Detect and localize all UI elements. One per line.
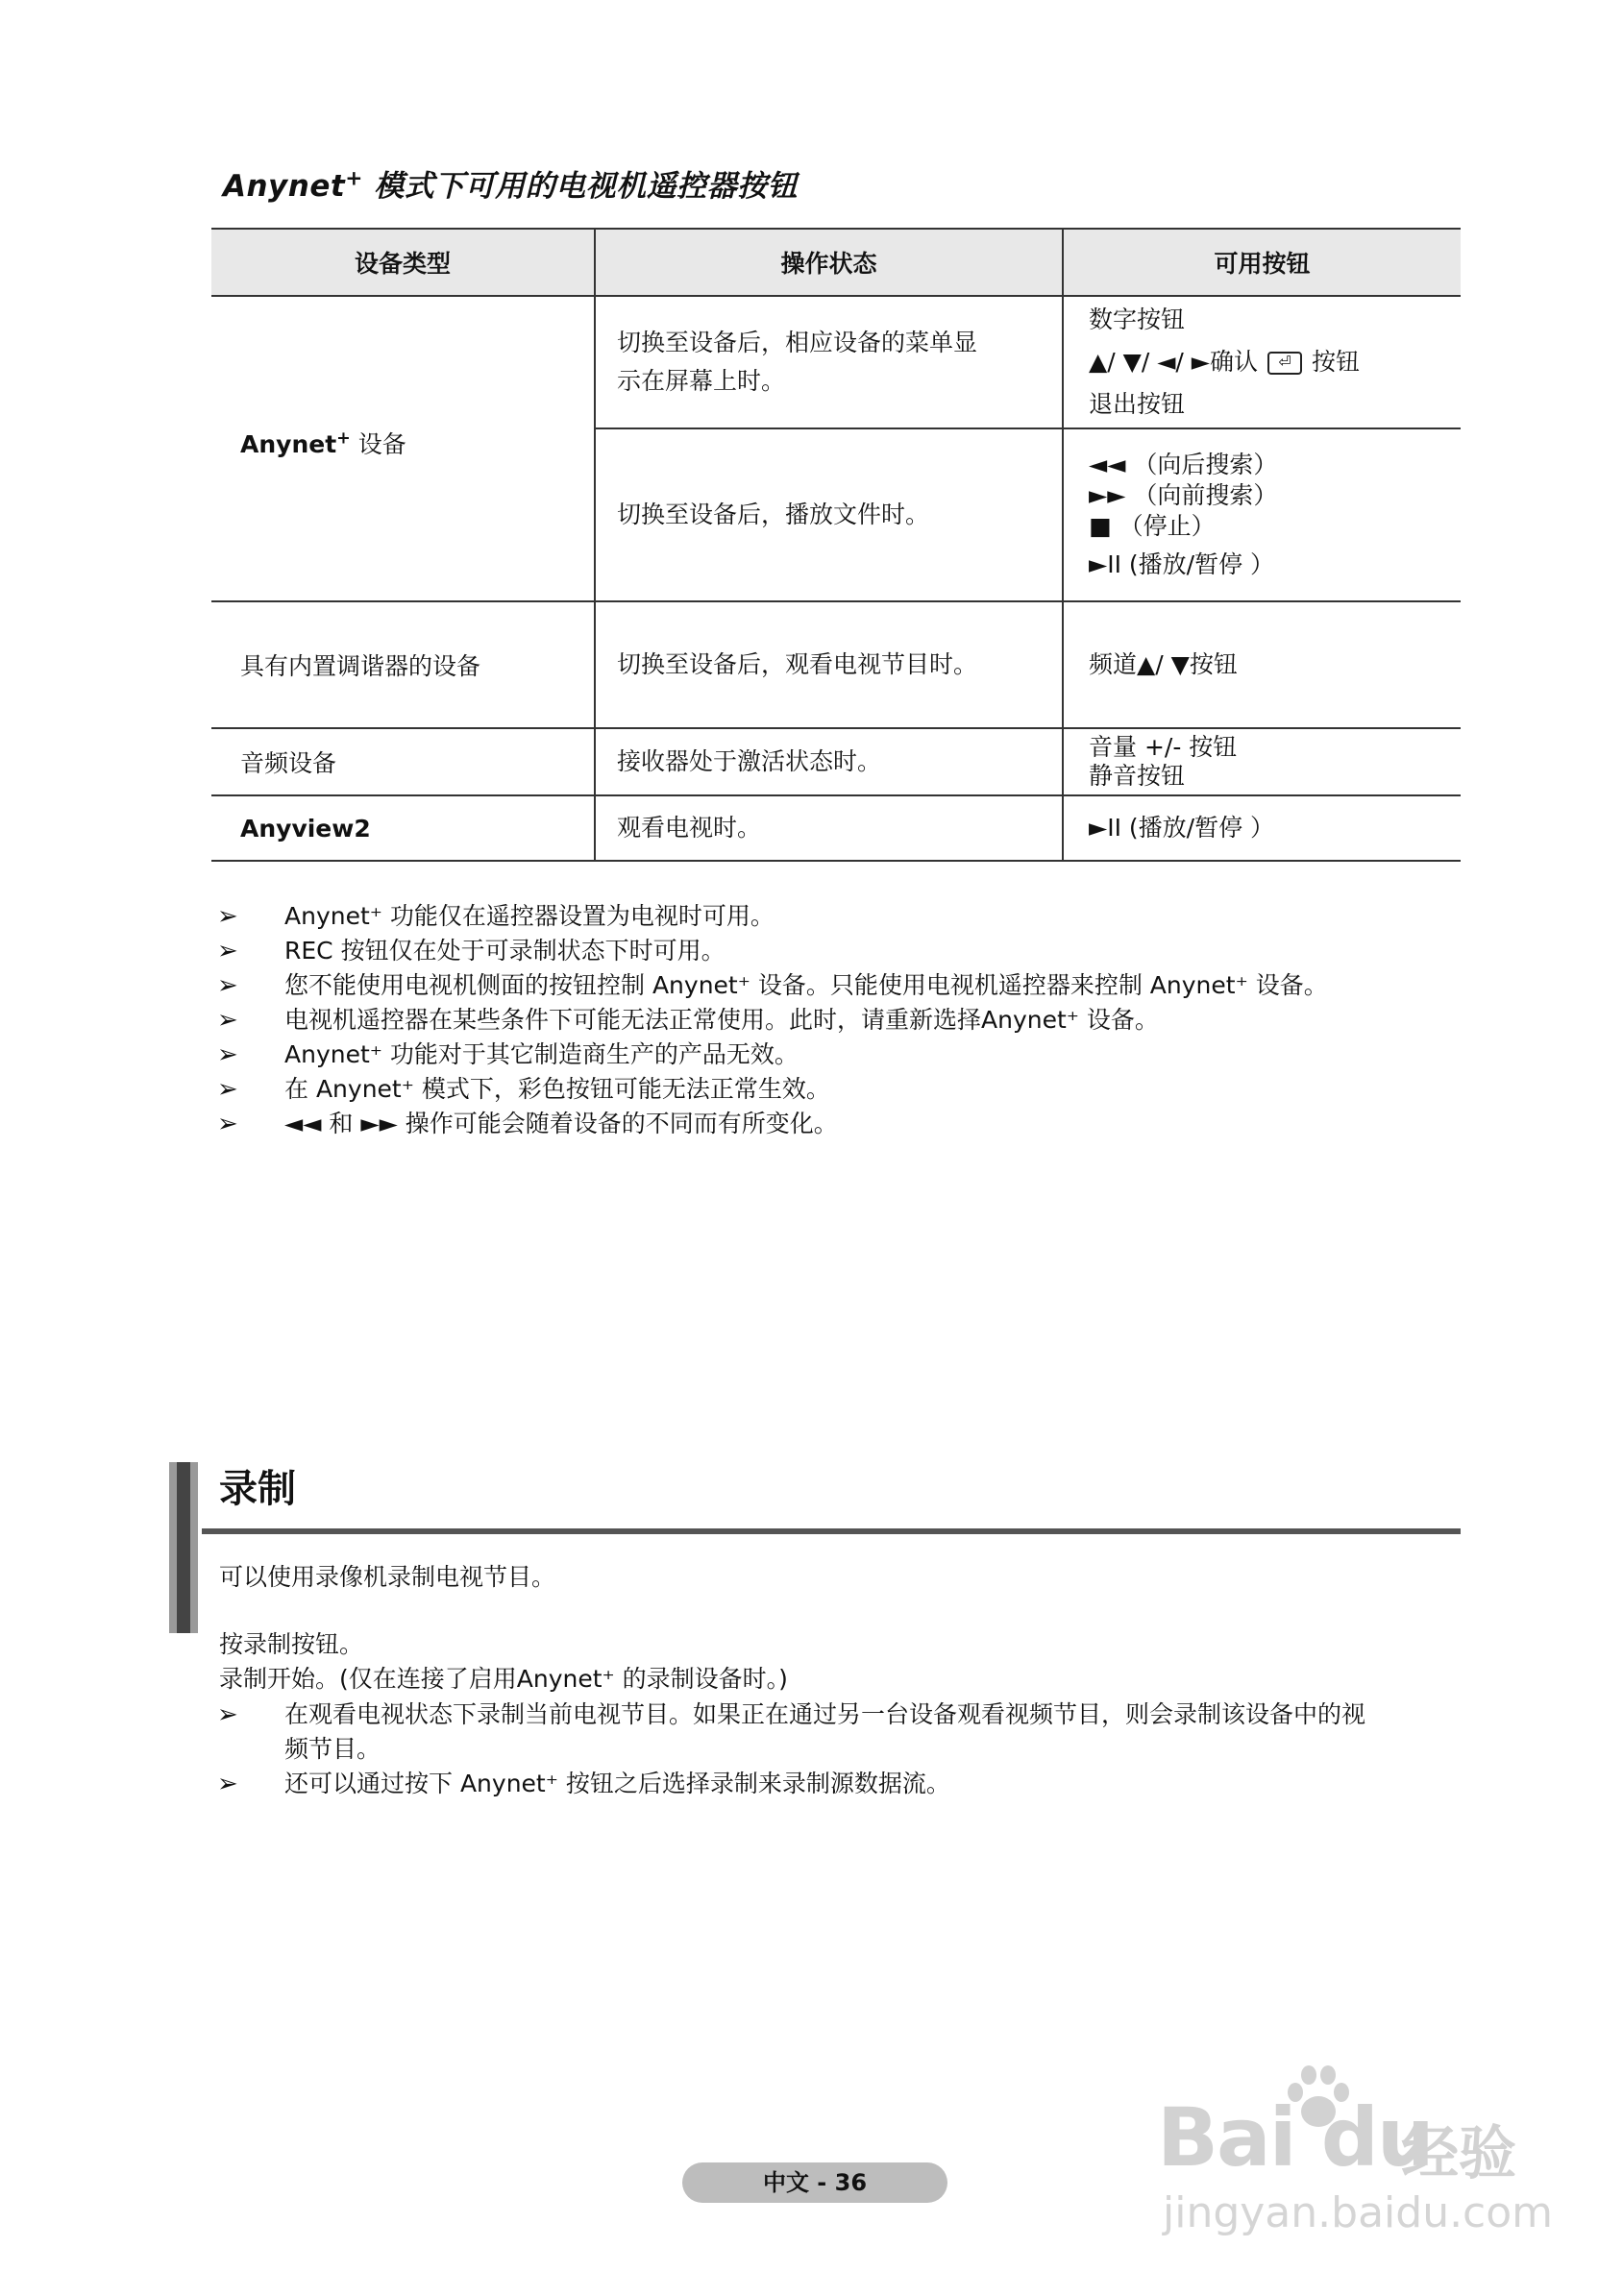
- arrow-icon: ➢: [217, 1770, 238, 1798]
- arrow-icon: ➢: [217, 1040, 238, 1069]
- device-tuner: 具有内置调谐器的设备: [211, 601, 595, 728]
- list-item: ➢ Anynet⁺ 功能仅在遥控器设置为电视时可用。: [217, 899, 1457, 934]
- watermark-url: jingyan.baidu.com: [1163, 2188, 1554, 2237]
- arrow-icon: ➢: [217, 1110, 238, 1138]
- recording-step-2: 录制开始。(仅在连接了启用Anynet⁺ 的录制设备时。): [219, 1665, 788, 1693]
- watermark: [1143, 2065, 1566, 2258]
- list-item: ➢ 电视机遥控器在某些条件下可能无法正常使用。此时，请重新选择Anynet⁺ 设备。: [217, 1003, 1457, 1038]
- buttons-playback: ◄◄ （向后搜索） ►► （向前搜索） ■ （停止） ►II (播放/暂停 ）: [1063, 428, 1461, 601]
- header-device-type: 设备类型: [211, 229, 595, 296]
- list-item: ➢ 还可以通过按下 Anynet⁺ 按钮之后选择录制来录制源数据流。: [217, 1767, 1457, 1801]
- buttons-menu: 数字按钮 ▲/ ▼/ ◄/ ►确认 ⏎ 按钮 退出按钮: [1063, 296, 1461, 428]
- table-row: [211, 728, 1461, 795]
- buttons-play-pause: ►II (播放/暂停 ）: [1063, 795, 1461, 861]
- device-anyview2: Anyview2: [211, 795, 595, 861]
- arrow-icon: ➢: [217, 902, 238, 931]
- table-row: [211, 296, 1461, 428]
- buttons-channel: 频道▲/ ▼按钮: [1063, 601, 1461, 728]
- recording-title: 录制: [219, 1467, 296, 1511]
- recording-notes: [217, 1698, 1457, 1801]
- title-divider: [202, 1528, 1461, 1534]
- table-row: [211, 601, 1461, 728]
- arrow-icon: ➢: [217, 971, 238, 1000]
- state-playing-file: 切换至设备后，播放文件时。: [595, 428, 1063, 601]
- section-bar-inner: [177, 1462, 190, 1633]
- list-item: ➢ 在 Anynet⁺ 模式下，彩色按钮可能无法正常生效。: [217, 1072, 1457, 1107]
- list-item: ➢ ◄◄ 和 ►► 操作可能会随着设备的不同而有所变化。: [217, 1107, 1457, 1141]
- buttons-volume: 音量 +/- 按钮 静音按钮: [1063, 728, 1461, 795]
- table-row: [211, 795, 1461, 861]
- state-menu-shown: 切换至设备后，相应设备的菜单显 示在屏幕上时。: [595, 296, 1063, 428]
- header-operation-state: 操作状态: [595, 229, 1063, 296]
- table-header-row: [211, 229, 1461, 296]
- state-watch-tv: 观看电视时。: [595, 795, 1063, 861]
- recording-intro: 可以使用录像机录制电视节目。: [219, 1563, 556, 1591]
- device-anynet: Anynet+ 设备: [211, 296, 595, 601]
- device-audio: 音频设备: [211, 728, 595, 795]
- remote-buttons-table: [211, 228, 1461, 862]
- list-item: ➢ REC 按钮仅在处于可录制状态下时可用。: [217, 934, 1457, 968]
- state-receiver-active: 接收器处于激活状态时。: [595, 728, 1063, 795]
- header-available-buttons: 可用按钮: [1063, 229, 1461, 296]
- state-watching-tv: 切换至设备后，观看电视节目时。: [595, 601, 1063, 728]
- notes-list: [217, 899, 1457, 1141]
- list-item: ➢ 您不能使用电视机侧面的按钮控制 Anynet⁺ 设备。只能使用电视机遥控器来控制 Anynet⁺ 设备。: [217, 968, 1457, 1003]
- recording-step-1: 按录制按钮。: [219, 1630, 364, 1658]
- list-item: ➢ 在观看电视状态下录制当前电视节目。如果正在通过另一台设备观看视频节目，则会录制该设备中的视 频节目。: [217, 1698, 1457, 1767]
- arrow-icon: ➢: [217, 937, 238, 965]
- section-title: Anynet+ 模式下可用的电视机遥控器按钮: [223, 166, 799, 204]
- watermark-brand: Bai du: [1157, 2090, 1433, 2185]
- watermark-brand-cn: 经验: [1401, 2120, 1516, 2187]
- arrow-icon: ➢: [217, 1700, 238, 1729]
- arrow-icon: ➢: [217, 1075, 238, 1104]
- arrow-icon: ➢: [217, 1006, 238, 1035]
- list-item: ➢ Anynet⁺ 功能对于其它制造商生产的产品无效。: [217, 1038, 1457, 1072]
- enter-icon: ⏎: [1267, 352, 1302, 375]
- page-number: 中文 - 36: [682, 2162, 947, 2203]
